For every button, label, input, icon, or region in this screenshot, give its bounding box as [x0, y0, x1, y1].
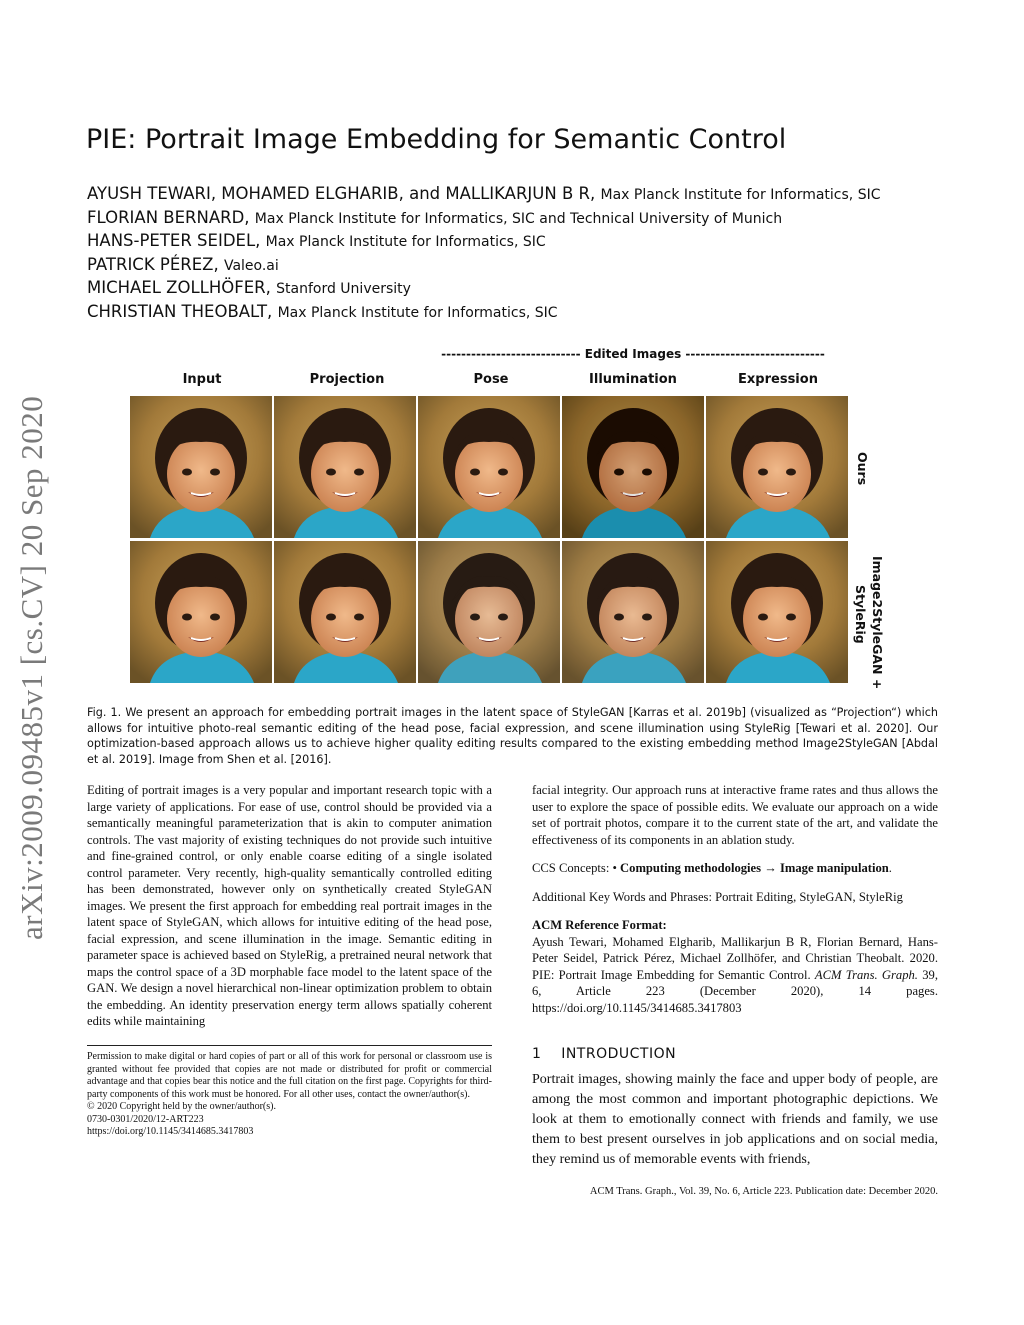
author-line-2: FLORIAN BERNARD, Max Planck Institute for Informatics, SIC and Technical University of Munich [87, 208, 783, 227]
column-header-illumination: Illumination [589, 372, 677, 387]
column-header-expression: Expression [738, 372, 818, 387]
figure-caption: Fig. 1. We present an approach for embedding portrait images in the latent space of StyleGAN [Karras et al. 2019b] (visualized as “Projection“) which allows for intuitive photo-real semantic editing of the head pose, facial expression, and scene illumination using StyleRig [Tewari et al. 2020]. Our optimization-based approach allows us to achieve higher quality editing results compared to the existing embedding method Image2StyleGAN [Abdal et al. 2019]. Image from Shen et al. [2016]. [87, 706, 938, 767]
paper-title: PIE: Portrait Image Embedding for Semantic Control [86, 124, 787, 155]
figure-image-baseline-input [130, 541, 272, 683]
figure-image-ours-illumination [562, 396, 704, 538]
figure-image-ours-expression [706, 396, 848, 538]
column-header-projection: Projection [309, 372, 385, 387]
figure-image-ours-projection [274, 396, 416, 538]
figure-image-baseline-illumination [562, 541, 704, 683]
column-header-input: Input [182, 372, 222, 387]
abstract-continuation: facial integrity. Our approach runs at interactive frame rates and thus allows the user to explore the space of possible edits. We evaluate our approach on a wide set of portrait photos, compare it to the current state of the art, and validate the effectiveness of its components in an ablation study. [532, 783, 938, 847]
ccs-concepts: CCS Concepts: • Computing methodologies → Image manipulation. [532, 861, 892, 875]
copyright-line: © 2020 Copyright held by the owner/author(s). [87, 1101, 276, 1112]
figure-image-ours-pose [418, 396, 560, 538]
arxiv-stamp: arXiv:2009.09485v1 [cs.CV] 20 Sep 2020 [14, 395, 49, 940]
author-line-3: HANS-PETER SEIDEL, Max Planck Institute for Informatics, SIC [87, 231, 546, 250]
figure-image-baseline-expression [706, 541, 848, 683]
section-heading-introduction: 1 INTRODUCTION [532, 1046, 677, 1062]
permission-text: Permission to make digital or hard copies of part or all of this work for personal or classroom use is granted without fee provided that copies are not made or distributed for profit or commercial advantage and that copies bear this notice and the full citation on the first page. Copyrights for third-party components of this work must be honored. For all other uses, contact the owner/author(s). [87, 1051, 492, 1100]
column-header-pose: Pose [473, 372, 509, 387]
acm-reference: ACM Reference Format: Ayush Tewari, Mohamed Elgharib, Mallikarjun B R, Florian Bernard, Hans-Peter Seidel, Patrick Pérez, Michael Zollhöfer, and Christian Theobalt. 2020. PIE: Portrait Image Embedding for Semantic Control. ACM Trans. Graph. 39, 6, Article 223 (December 2020), 14 pages. https://doi.org/10.1145/3414685.3417803 [532, 918, 938, 1015]
issn-line: 0730-0301/2020/12-ART223 [87, 1113, 204, 1125]
author-line-6: CHRISTIAN THEOBALT, Max Planck Institute for Informatics, SIC [87, 302, 558, 321]
author-line-4: PATRICK PÉREZ, Valeo.ai [87, 255, 279, 274]
row-label-stylerig: StyleRig [853, 585, 868, 644]
figure-image-ours-input [130, 396, 272, 538]
permission-footnote [87, 1045, 492, 1139]
author-line-5: MICHAEL ZOLLHÖFER, Stanford University [87, 278, 411, 297]
figure-image-baseline-pose [418, 541, 560, 683]
row-label-ours: Ours [855, 452, 870, 486]
abstract-right-column [532, 782, 938, 1016]
edited-images-header: ---------------------------- Edited Images ---------------------------- [441, 347, 825, 361]
abstract-left-column: Editing of portrait images is a very popular and important research topic with a large variety of applications. For ease of use, control should be provided via a semantically meaningful parameterization that is akin to computer animation controls. The vast majority of existing techniques do not provide such intuitive and fine-grained control, or only enable coarse editing of a single isolated control parameter. Very recently, high-quality semantically controlled editing has been demonstrated, however only on synthetically created StyleGAN images. We present the first approach for embedding real portrait images in the latent space of StyleGAN, which allows for intuitive editing of the head pose, facial expression, and scene illumination in the image. Semantic editing in parameter space is achieved based on StyleRig, a pretrained neural network that maps the control space of a 3D morphable face model to the latent space of the GAN. We design a novel hierarchical non-linear optimization problem to obtain the embedding. An identity preservation energy term allows spatially coherent edits while maintaining [87, 783, 492, 1028]
page-footer: ACM Trans. Graph., Vol. 39, No. 6, Article 223. Publication date: December 2020. [589, 1186, 938, 1197]
introduction-paragraph: Portrait images, showing mainly the face and upper body of people, are among the most common and important photographic depictions. We look at them to emotionally connect with friends and family, we use them to best present ourselves in job applications and on social media, they remind us of memorable events with friends, [532, 1072, 938, 1167]
row-label-image2stylegan: Image2StyleGAN + [870, 556, 885, 690]
figure-image-baseline-projection [274, 541, 416, 683]
author-line-1: AYUSH TEWARI, MOHAMED ELGHARIB, and MALLIKARJUN B R, Max Planck Institute for Informatics, SIC [87, 184, 881, 203]
acm-reference-heading: ACM Reference Format: [532, 918, 667, 932]
doi-line[interactable]: https://doi.org/10.1145/3414685.3417803 [87, 1126, 254, 1137]
keywords: Additional Key Words and Phrases: Portrait Editing, StyleGAN, StyleRig [532, 889, 903, 904]
